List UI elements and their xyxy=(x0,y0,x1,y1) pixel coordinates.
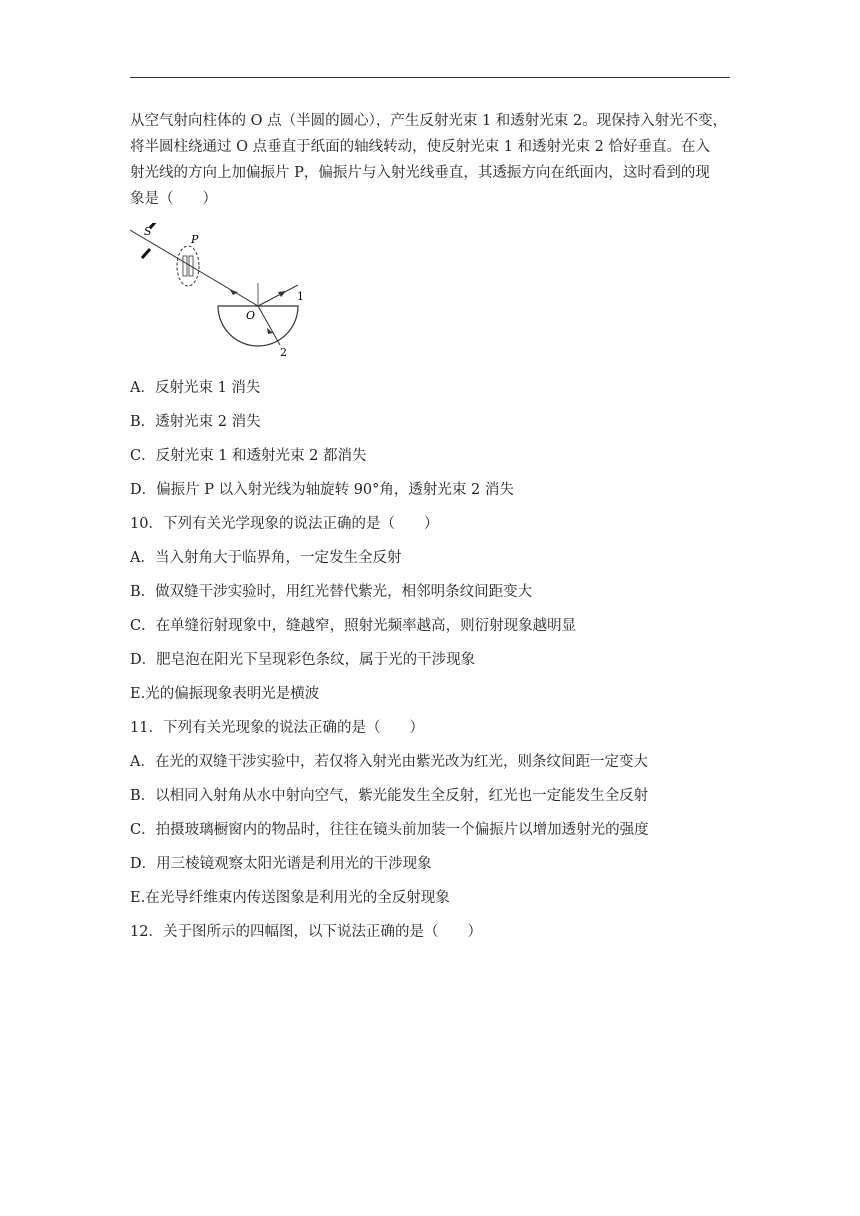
slit-lower xyxy=(142,249,150,258)
stem-line: 象是（ ） xyxy=(130,191,217,207)
option-d: D．肥皂泡在阳光下呈现彩色条纹，属于光的干涉现象 xyxy=(130,652,476,668)
polarizer-slot xyxy=(183,256,187,276)
option-a: A．反射光束 1 消失 xyxy=(130,380,261,396)
option-c: C．在单缝衍射现象中，缝越窄，照射光频率越高，则衍射现象越明显 xyxy=(130,618,577,634)
header-rule xyxy=(130,77,730,78)
question-10 xyxy=(130,514,730,704)
question-stem: 12．关于图所示的四幅图，以下说法正确的是（ ） xyxy=(130,924,482,940)
semicircle-polarizer-figure xyxy=(130,223,310,358)
label-o: O xyxy=(246,309,256,322)
option-b: B．以相同入射角从水中射向空气，紫光能发生全反射，红光也一定能发生全反射 xyxy=(130,788,649,804)
label-s: S xyxy=(144,225,152,238)
label-p: P xyxy=(191,233,199,246)
stem-line: 将半圆柱绕通过 O 点垂直于纸面的轴线转动，使反射光束 1 和透射光束 2 恰好垂直。在入 xyxy=(130,139,710,155)
option-b: B．透射光束 2 消失 xyxy=(130,414,261,430)
option-a: A．在光的双缝干涉实验中，若仅将入射光由紫光改为红光，则条纹间距一定变大 xyxy=(130,754,648,770)
page-content xyxy=(130,108,730,942)
reflected-ray xyxy=(258,285,298,306)
semicircle-body xyxy=(218,306,298,346)
question-11 xyxy=(130,718,730,908)
question-12 xyxy=(130,922,730,942)
option-b: B．做双缝干涉实验时，用红光替代紫光，相邻明条纹间距变大 xyxy=(130,584,533,600)
option-e: E.光的偏振现象表明光是横波 xyxy=(130,686,320,702)
option-d: D．偏振片 P 以入射光线为轴旋转 90°角，透射光束 2 消失 xyxy=(130,482,514,498)
question-9-options xyxy=(130,378,730,500)
stem-line: 从空气射向柱体的 O 点（半圆的圆心），产生反射光束 1 和透射光束 2。现保持入射光不变， xyxy=(130,113,728,129)
option-e: E.在光导纤维束内传送图象是利用光的全反射现象 xyxy=(130,890,450,906)
reflected-arrow xyxy=(278,291,286,297)
stem-line: 射光线的方向上加偏振片 P，偏振片与入射光线垂直，其透振方向在纸面内，这时看到的现 xyxy=(130,165,710,181)
option-a: A．当入射角大于临界角，一定发生全反射 xyxy=(130,550,402,566)
question-9-stem xyxy=(130,108,730,212)
polarizer-ellipse xyxy=(177,246,199,286)
option-c: C．拍摄玻璃橱窗内的物品时，往往在镜头前加装一个偏振片以增加透射光的强度 xyxy=(130,822,649,838)
label-1: 1 xyxy=(297,290,304,303)
incident-arrow xyxy=(230,290,238,295)
option-d: D．用三棱镜观察太阳光谱是利用光的干涉现象 xyxy=(130,856,432,872)
label-2: 2 xyxy=(280,346,287,358)
refracted-ray xyxy=(258,306,280,345)
option-c: C．反射光束 1 和透射光束 2 都消失 xyxy=(130,448,367,464)
question-stem: 11．下列有关光现象的说法正确的是（ ） xyxy=(130,720,424,736)
question-stem: 10．下列有关光学现象的说法正确的是（ ） xyxy=(130,516,439,532)
